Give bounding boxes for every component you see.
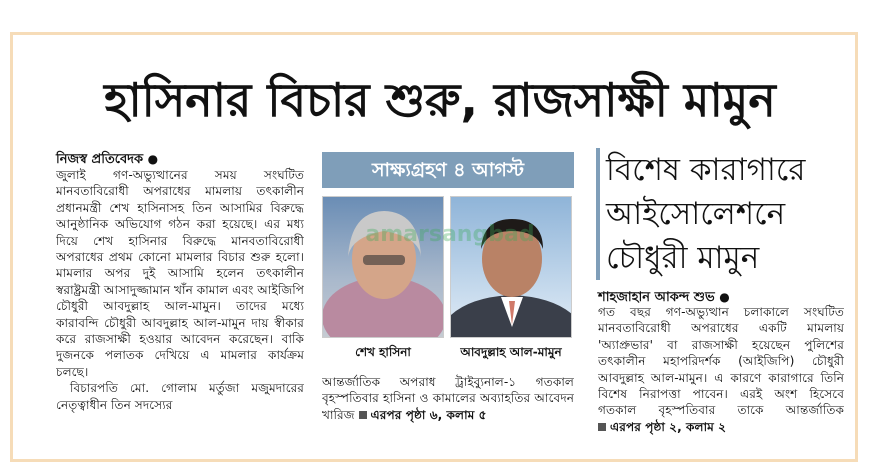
right-column xyxy=(598,304,844,438)
caption-right: আবদুল্লাহ আল-মামুন xyxy=(460,345,562,359)
square-bullet-icon xyxy=(598,423,606,431)
right-headline-line-2: আইসোলেশনে xyxy=(606,196,786,232)
bullet-icon: ● xyxy=(147,152,159,166)
photo-abdullah-al-mamun xyxy=(450,196,572,338)
photo-sheikh-hasina xyxy=(322,196,444,338)
center-continue-text: এরপর পৃষ্ঠা ৬, কলাম ৫ xyxy=(370,407,487,422)
byline-right-text: শাহজাহান আকন্দ শুভ xyxy=(598,290,715,305)
right-continue-text: এরপর পৃষ্ঠা ২, কলাম ২ xyxy=(610,419,727,434)
square-bullet-icon xyxy=(359,411,367,419)
portrait-right-illustration xyxy=(451,197,572,338)
headline: হাসিনার বিচার শুরু, রাজসাক্ষী মামুন xyxy=(104,73,776,127)
date-banner: সাক্ষ্যগ্রহণ ৪ আগস্ট xyxy=(322,152,574,188)
left-column xyxy=(56,167,304,437)
right-headline xyxy=(596,148,852,280)
watermark: amarsangbad xyxy=(365,222,535,247)
left-paragraph-1: জুলাই গণ-অভ্যুত্থানের সময় সংঘটিত মানবতাবিরোধী অপরাধের মামলায় তৎকালীন প্রধানমন্ত্রী শেখ হাসিনাসহ তিন আসামির বিরুদ্ধে আনুষ্ঠানিক অভিযোগ গঠন করা হয়েছে। এর মধ্য দিয়ে শেখ হাসিনার বিরুদ্ধে মানবতাবিরোধী অপরাধের প্রথম কোনো মামলার বিচার শুরু হলো। মামলার অপর দুই আসামি হলেন তৎকালীন স্বরাষ্ট্রমন্ত্রী আসাদুজ্জামান খাঁন কামাল এবং আইজিপি চৌধুরী আবদুল্লাহ আল-মামুন। তাদের মধ্যে কারাবন্দি চৌধুরী আবদুল্লাহ আল-মামুন দায় স্বীকার করে রাজসাক্ষী হওয়ার আবেদন করেছেন। বাকি দুজনকে পলাতক দেখিয়ে এ মামলার কার্যক্রম চলছে। xyxy=(56,168,304,379)
center-continue-ref xyxy=(359,408,487,422)
byline-left-text: নিজস্ব প্রতিবেদক xyxy=(56,152,144,167)
bullet-icon: ● xyxy=(719,290,730,304)
caption-left: শেখ হাসিনা xyxy=(355,345,411,359)
right-paragraph: গত বছর গণ-অভ্যুত্থান চলাকালে সংঘটিত মানবতাবিরোধী অপরাধের একটি মামলায় 'অ্যাপ্রুভার' বা রাজসাক্ষী হয়েছেন পুলিশের তৎকালীন মহাপরিদর্শক (আইজিপি) চৌধুরী আবদুল্লাহ আল-মামুন। এ কারণে কারাগারে তিনি বিশেষ নিরাপত্তা পাবেন। এরই অংশ হিসেবে গতকাল বৃহস্পতিবার তাকে আন্তর্জাতিক xyxy=(598,305,844,418)
photo-block xyxy=(322,152,574,368)
center-text xyxy=(322,374,574,438)
right-headline-line-3: চৌধুরী মামুন xyxy=(606,240,760,276)
center-paragraph: আন্তর্জাতিক অপরাধ ট্রাইব্যুনাল-১ গতকাল বৃহস্পতিবার হাসিনা ও কামালের অব্যাহতির আবেদন খারিজ xyxy=(322,375,574,422)
right-continue-ref xyxy=(598,420,726,434)
right-headline-line-1: বিশেষ কারাগারে xyxy=(606,152,806,188)
portrait-left-illustration xyxy=(323,197,444,338)
left-paragraph-2: বিচারপতি মো. গোলাম মর্তুজা মজুমদারের নেতৃত্বাধীন তিন সদস্যের xyxy=(56,381,304,412)
